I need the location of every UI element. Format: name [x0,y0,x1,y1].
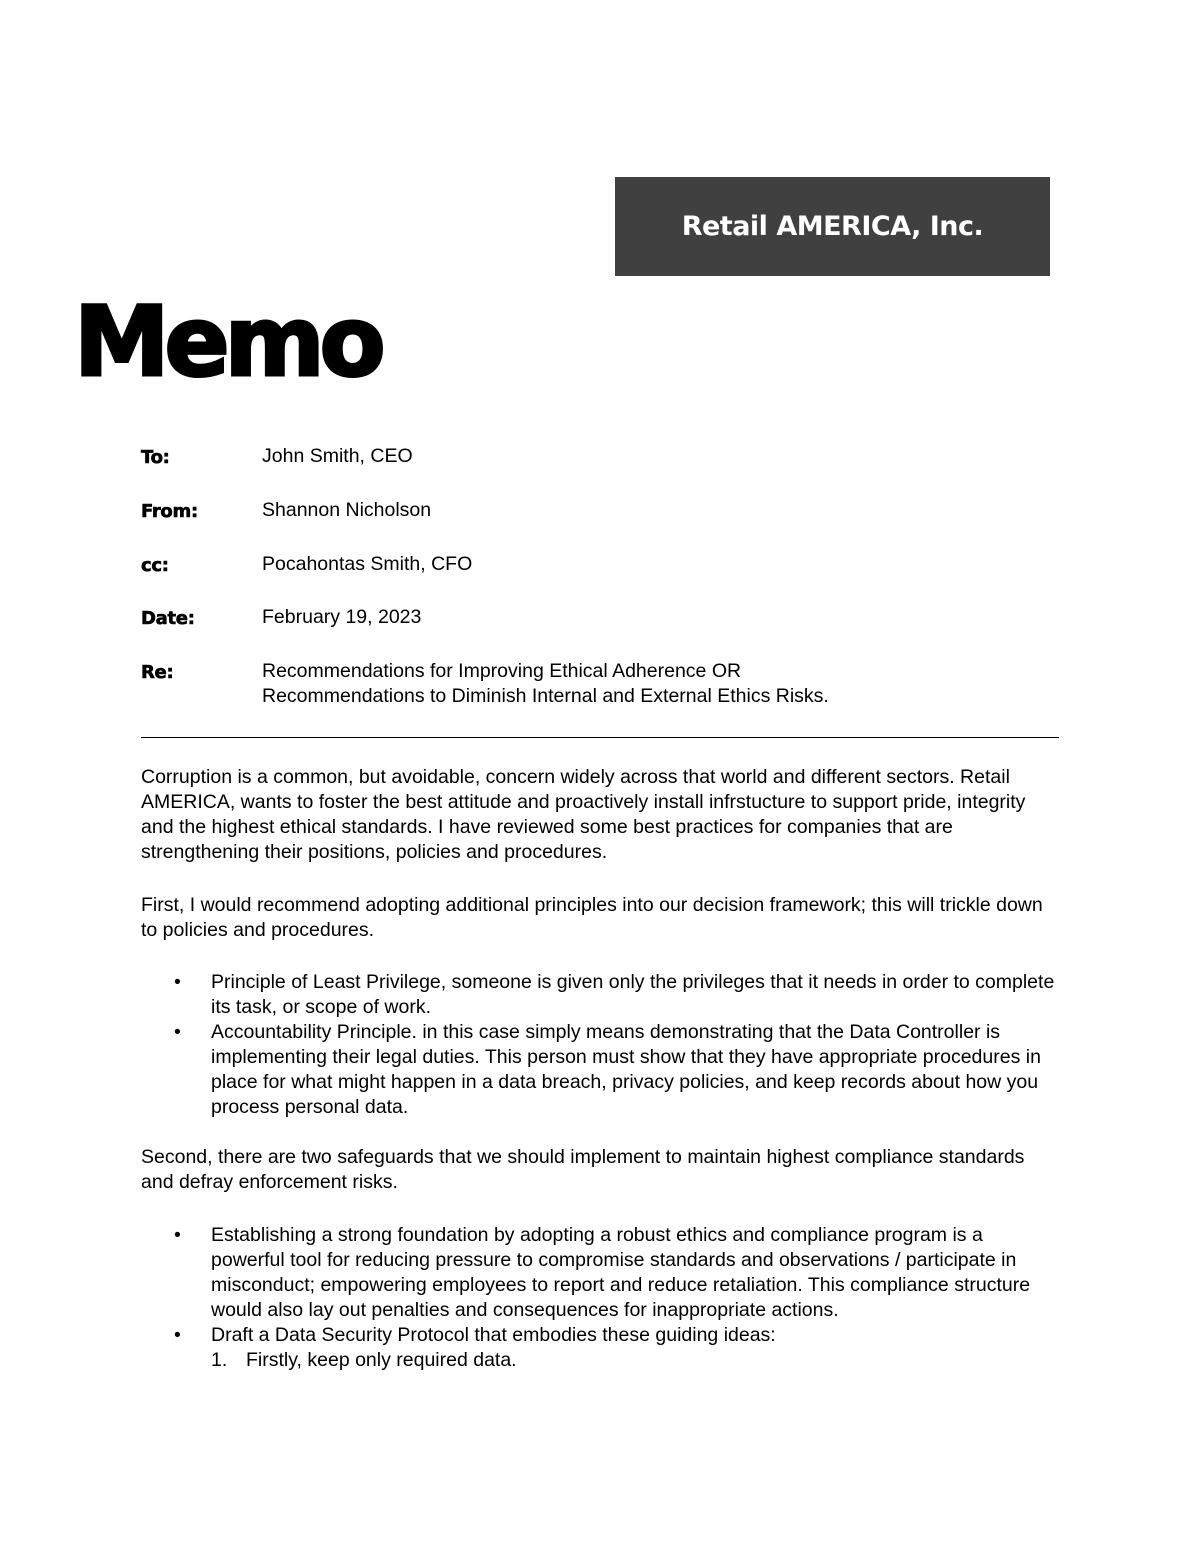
list-item [141,1020,1061,1120]
list-item [141,970,1061,1020]
re-label: Re: [141,662,174,683]
date-label: Date: [141,608,195,629]
re-line-1: Recommendations for Improving Ethical Adherence OR [262,660,742,682]
cc-label: cc: [141,555,169,576]
numbered-sub-item [211,1348,1061,1373]
list-item [141,1323,1061,1373]
bullet-icon: • [174,1224,181,1246]
company-banner [615,177,1050,276]
from-label: From: [141,501,198,522]
list-item-text: Principle of Least Privilege, someone is given only the privileges that it needs in order to complete its task, or scope of work. [211,971,1055,1018]
principles-list [141,970,1061,1120]
bullet-icon: • [174,1021,181,1043]
list-item [141,1223,1061,1323]
safeguards-list [141,1223,1061,1373]
header-divider [141,737,1059,738]
memo-title: Memo [74,286,381,398]
paragraph-second: Second, there are two safeguards that we should implement to maintain highest compliance standards and defray enforcement risks. [141,1146,1025,1193]
date-value: February 19, 2023 [262,606,422,628]
to-value: John Smith, CEO [262,445,413,467]
list-item-text: Establishing a strong foundation by adopting a robust ethics and compliance program is a powerful tool for reducing pressure to compromise standards and observations / participate in misconduct; empowering employees to report and reduce retaliation. This compliance structure would also lay out penalties and consequences for inappropriate actions. [211,1224,1031,1321]
company-name: Retail AMERICA, Inc. [681,211,984,242]
list-item-text: Draft a Data Security Protocol that embodies these guiding ideas: [211,1324,776,1346]
sub-item-number: 1. [211,1349,228,1371]
re-value [262,659,829,709]
bullet-icon: • [174,971,181,993]
sub-item-text: Firstly, keep only required data. [246,1349,517,1371]
list-item-text: Accountability Principle. in this case simply means demonstrating that the Data Controller is implementing their legal duties. This person must show that they have appropriate procedures in place for what might happen in a data breach, privacy policies, and keep records about how you process personal data. [211,1021,1041,1118]
paragraph-intro: Corruption is a common, but avoidable, concern widely across that world and different sectors. Retail AMERICA, wants to foster the best attitude and proactively install infrstucture to support pride, integrity and the highest ethical standards. I have reviewed some best practices for companies that are strengthening their positions, policies and procedures. [141,766,1026,863]
re-line-2: Recommendations to Diminish Internal and External Ethics Risks. [262,685,829,707]
cc-value: Pocahontas Smith, CFO [262,553,473,575]
to-label: To: [141,447,170,468]
paragraph-first: First, I would recommend adopting additional principles into our decision framework; this will trickle down to policies and procedures. [141,894,1043,941]
from-value: Shannon Nicholson [262,499,432,521]
bullet-icon: • [174,1324,181,1346]
